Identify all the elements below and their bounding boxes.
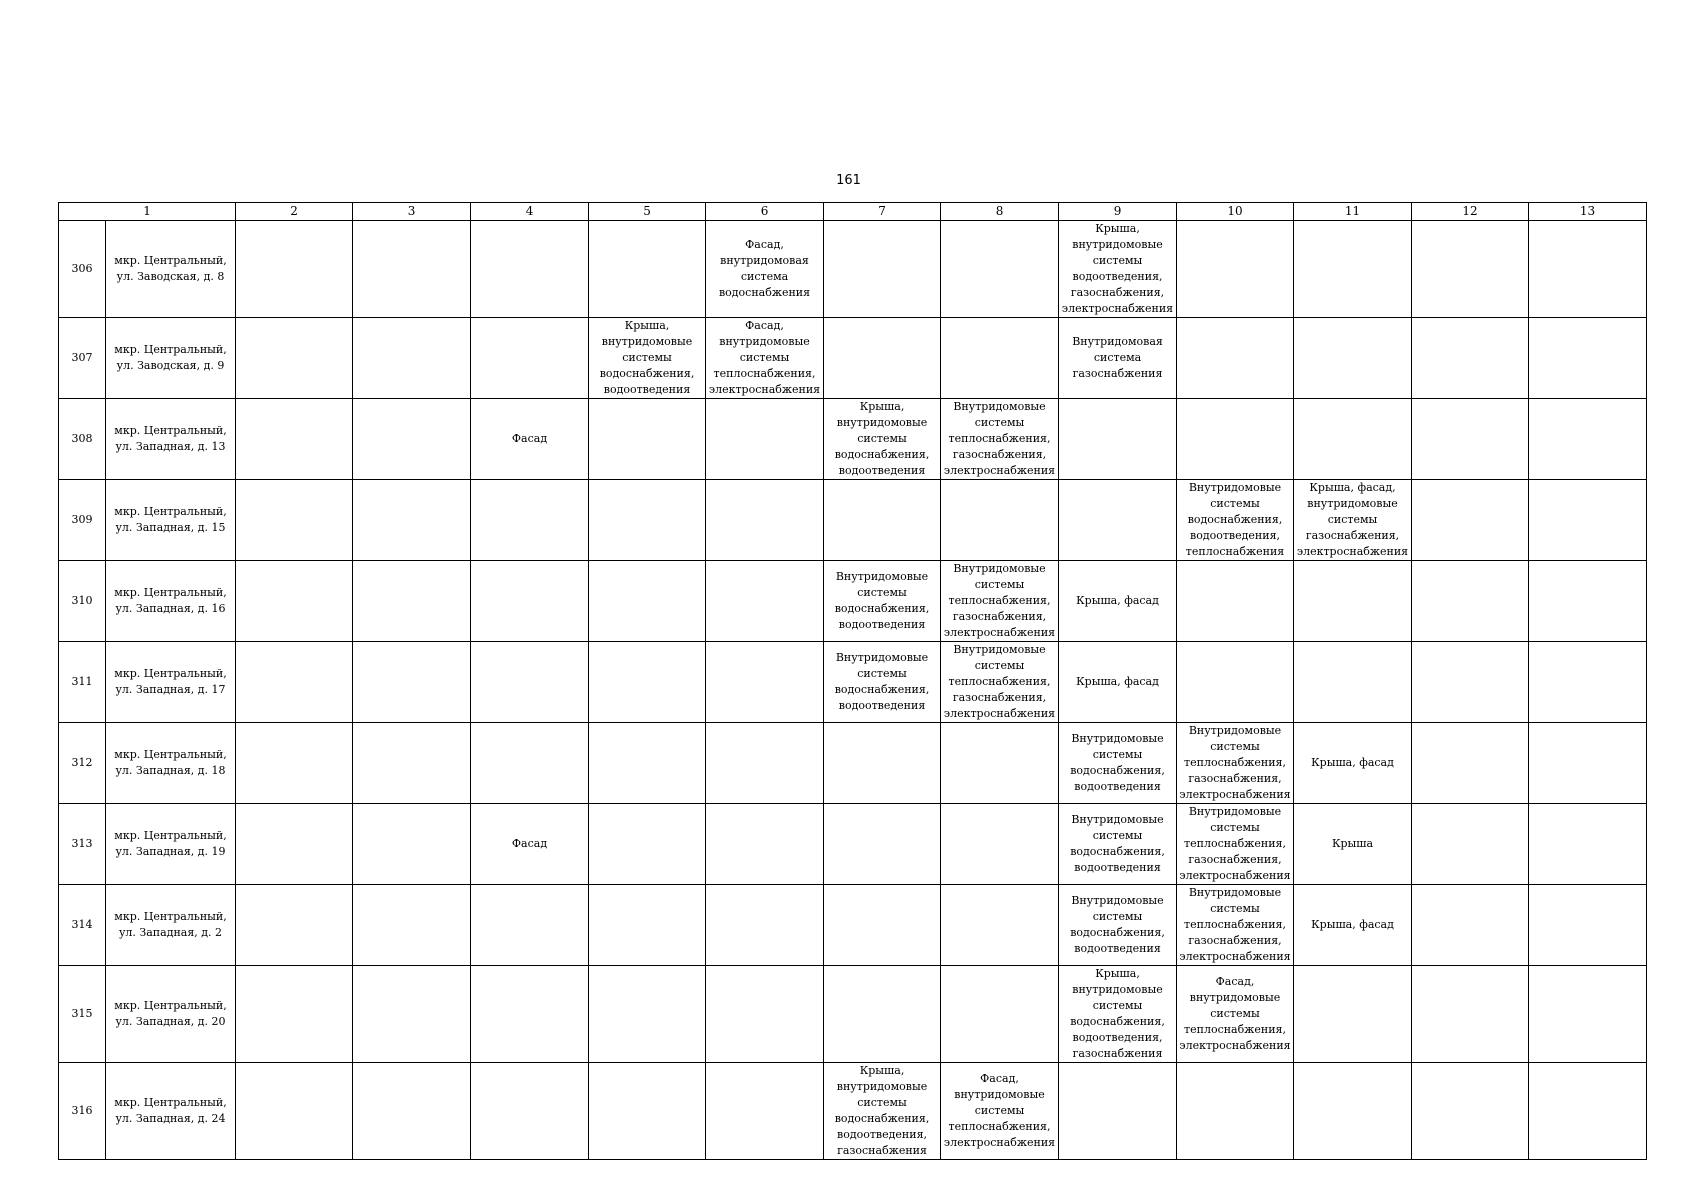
work-cell: Крыша, фасад <box>1059 561 1177 642</box>
work-cell <box>1294 1063 1412 1160</box>
work-cell <box>1412 885 1529 966</box>
work-cell: Внутридомовые системы водоснабжения, водоотведения <box>824 561 941 642</box>
row-number: 312 <box>59 723 106 804</box>
work-cell <box>824 966 941 1063</box>
work-cell <box>1412 399 1529 480</box>
work-cell <box>824 804 941 885</box>
work-cell <box>941 723 1059 804</box>
work-cell: Крыша, фасад <box>1294 885 1412 966</box>
table-row <box>59 318 1647 399</box>
table-row <box>59 561 1647 642</box>
row-number: 306 <box>59 221 106 318</box>
work-cell <box>589 804 706 885</box>
column-header: 13 <box>1529 203 1647 221</box>
work-cell <box>353 480 471 561</box>
work-cell <box>353 221 471 318</box>
work-cell: Крыша, внутридомовые системы водоснабжения, водоотведения <box>824 399 941 480</box>
table-row <box>59 723 1647 804</box>
work-cell: Фасад, внутридомовая система водоснабжения <box>706 221 824 318</box>
work-cell <box>941 804 1059 885</box>
work-cell <box>236 1063 353 1160</box>
work-cell: Фасад <box>471 804 589 885</box>
work-cell: Внутридомовые системы теплоснабжения, газоснабжения, электроснабжения <box>1177 723 1294 804</box>
work-cell <box>1059 1063 1177 1160</box>
address-cell: мкр. Центральный, ул. Западная, д. 17 <box>106 642 236 723</box>
work-cell <box>353 1063 471 1160</box>
row-number: 309 <box>59 480 106 561</box>
work-cell <box>353 561 471 642</box>
work-cell <box>1294 966 1412 1063</box>
work-cell <box>353 885 471 966</box>
work-cell: Крыша, фасад, внутридомовые системы газоснабжения, электроснабжения <box>1294 480 1412 561</box>
work-cell <box>824 221 941 318</box>
column-header: 2 <box>236 203 353 221</box>
address-cell: мкр. Центральный, ул. Западная, д. 13 <box>106 399 236 480</box>
work-cell <box>236 804 353 885</box>
work-cell <box>1412 966 1529 1063</box>
work-cell <box>471 885 589 966</box>
work-cell <box>1294 642 1412 723</box>
work-cell: Внутридомовая система газоснабжения <box>1059 318 1177 399</box>
work-cell <box>589 642 706 723</box>
work-cell <box>1059 399 1177 480</box>
address-cell: мкр. Центральный, ул. Западная, д. 19 <box>106 804 236 885</box>
column-header: 11 <box>1294 203 1412 221</box>
table-body <box>59 203 1647 1160</box>
work-cell <box>941 480 1059 561</box>
work-cell <box>706 723 824 804</box>
work-cell <box>236 480 353 561</box>
work-cell <box>1177 399 1294 480</box>
work-cell <box>1294 399 1412 480</box>
work-cell <box>1059 480 1177 561</box>
work-cell <box>589 221 706 318</box>
work-cell <box>1177 642 1294 723</box>
work-cell <box>1529 642 1647 723</box>
work-cell <box>589 723 706 804</box>
address-cell: мкр. Центральный, ул. Западная, д. 16 <box>106 561 236 642</box>
table-row <box>59 399 1647 480</box>
work-cell: Крыша <box>1294 804 1412 885</box>
column-header: 9 <box>1059 203 1177 221</box>
page-number: 161 <box>836 173 861 188</box>
row-number: 315 <box>59 966 106 1063</box>
work-cell <box>471 723 589 804</box>
work-cell <box>353 399 471 480</box>
work-cell <box>471 561 589 642</box>
address-cell: мкр. Центральный, ул. Заводская, д. 8 <box>106 221 236 318</box>
work-cell <box>471 318 589 399</box>
row-number: 308 <box>59 399 106 480</box>
work-cell: Внутридомовые системы водоснабжения, водоотведения <box>1059 804 1177 885</box>
work-cell <box>236 561 353 642</box>
work-cell <box>1412 723 1529 804</box>
work-cell: Фасад, внутридомовые системы теплоснабжения, электроснабжения <box>706 318 824 399</box>
work-cell <box>1529 221 1647 318</box>
work-cell <box>1177 1063 1294 1160</box>
column-header: 4 <box>471 203 589 221</box>
work-cell <box>1529 480 1647 561</box>
work-cell <box>1529 318 1647 399</box>
work-cell <box>1412 804 1529 885</box>
work-cell: Крыша, внутридомовые системы водоотведения, газоснабжения, электроснабжения <box>1059 221 1177 318</box>
work-cell <box>589 1063 706 1160</box>
work-cell <box>824 723 941 804</box>
work-cell <box>1529 399 1647 480</box>
work-cell <box>706 642 824 723</box>
work-cell <box>1529 1063 1647 1160</box>
work-cell <box>1412 480 1529 561</box>
work-cell <box>1529 561 1647 642</box>
work-cell <box>1412 642 1529 723</box>
work-cell <box>589 561 706 642</box>
column-header: 10 <box>1177 203 1294 221</box>
work-cell <box>589 480 706 561</box>
address-cell: мкр. Центральный, ул. Западная, д. 20 <box>106 966 236 1063</box>
column-header: 8 <box>941 203 1059 221</box>
work-cell <box>706 399 824 480</box>
repair-schedule-table <box>58 202 1647 1160</box>
work-cell <box>941 221 1059 318</box>
work-cell <box>589 966 706 1063</box>
address-cell: мкр. Центральный, ул. Западная, д. 18 <box>106 723 236 804</box>
row-number: 307 <box>59 318 106 399</box>
address-cell: мкр. Центральный, ул. Западная, д. 2 <box>106 885 236 966</box>
work-cell <box>706 885 824 966</box>
column-header: 3 <box>353 203 471 221</box>
work-cell: Фасад, внутридомовые системы теплоснабжения, электроснабжения <box>941 1063 1059 1160</box>
work-cell <box>1529 804 1647 885</box>
work-cell <box>471 966 589 1063</box>
row-number: 310 <box>59 561 106 642</box>
table-row <box>59 642 1647 723</box>
work-cell <box>589 399 706 480</box>
work-cell: Крыша, внутридомовые системы водоснабжения, водоотведения <box>589 318 706 399</box>
work-cell <box>353 318 471 399</box>
address-cell: мкр. Центральный, ул. Западная, д. 15 <box>106 480 236 561</box>
work-cell <box>353 642 471 723</box>
address-cell: мкр. Центральный, ул. Заводская, д. 9 <box>106 318 236 399</box>
table-row <box>59 480 1647 561</box>
work-cell: Внутридомовые системы водоснабжения, водоотведения, теплоснабжения <box>1177 480 1294 561</box>
work-cell <box>471 480 589 561</box>
work-cell <box>824 480 941 561</box>
work-cell: Внутридомовые системы теплоснабжения, газоснабжения, электроснабжения <box>1177 804 1294 885</box>
work-cell: Крыша, фасад <box>1059 642 1177 723</box>
work-cell <box>1294 221 1412 318</box>
work-cell <box>236 885 353 966</box>
column-header: 7 <box>824 203 941 221</box>
work-cell <box>1529 966 1647 1063</box>
work-cell <box>1529 723 1647 804</box>
work-cell <box>1529 885 1647 966</box>
work-cell <box>471 1063 589 1160</box>
work-cell <box>236 723 353 804</box>
table-row <box>59 885 1647 966</box>
work-cell <box>941 318 1059 399</box>
column-header: 12 <box>1412 203 1529 221</box>
work-cell <box>1412 1063 1529 1160</box>
work-cell <box>824 885 941 966</box>
work-cell: Крыша, внутридомовые системы водоснабжения, водоотведения, газоснабжения <box>1059 966 1177 1063</box>
work-cell: Крыша, фасад <box>1294 723 1412 804</box>
work-cell: Внутридомовые системы водоснабжения, водоотведения <box>1059 723 1177 804</box>
work-cell: Внутридомовые системы теплоснабжения, газоснабжения, электроснабжения <box>1177 885 1294 966</box>
work-cell <box>1177 221 1294 318</box>
work-cell: Внутридомовые системы теплоснабжения, газоснабжения, электроснабжения <box>941 399 1059 480</box>
column-header: 1 <box>59 203 236 221</box>
work-cell <box>471 221 589 318</box>
work-cell <box>1177 318 1294 399</box>
work-cell <box>471 642 589 723</box>
row-number: 311 <box>59 642 106 723</box>
work-cell <box>706 480 824 561</box>
work-cell: Крыша, внутридомовые системы водоснабжения, водоотведения, газоснабжения <box>824 1063 941 1160</box>
work-cell <box>1412 221 1529 318</box>
work-cell <box>353 804 471 885</box>
row-number: 313 <box>59 804 106 885</box>
address-cell: мкр. Центральный, ул. Западная, д. 24 <box>106 1063 236 1160</box>
work-cell <box>1294 318 1412 399</box>
table-row <box>59 804 1647 885</box>
row-number: 314 <box>59 885 106 966</box>
header-row <box>59 203 1647 221</box>
work-cell <box>236 221 353 318</box>
work-cell: Внутридомовые системы теплоснабжения, газоснабжения, электроснабжения <box>941 561 1059 642</box>
work-cell <box>353 723 471 804</box>
work-cell <box>236 399 353 480</box>
work-cell: Внутридомовые системы водоснабжения, водоотведения <box>824 642 941 723</box>
work-cell <box>706 966 824 1063</box>
table-row <box>59 1063 1647 1160</box>
work-cell <box>236 642 353 723</box>
work-cell <box>1412 318 1529 399</box>
work-cell <box>236 318 353 399</box>
work-cell <box>824 318 941 399</box>
work-cell <box>706 1063 824 1160</box>
work-cell <box>1294 561 1412 642</box>
table-row <box>59 966 1647 1063</box>
work-cell: Внутридомовые системы теплоснабжения, газоснабжения, электроснабжения <box>941 642 1059 723</box>
work-cell <box>941 966 1059 1063</box>
work-cell <box>706 561 824 642</box>
work-cell <box>589 885 706 966</box>
column-header: 5 <box>589 203 706 221</box>
work-cell: Внутридомовые системы водоснабжения, водоотведения <box>1059 885 1177 966</box>
table-row <box>59 221 1647 318</box>
work-cell <box>706 804 824 885</box>
work-cell: Фасад <box>471 399 589 480</box>
work-cell <box>1412 561 1529 642</box>
work-cell <box>941 885 1059 966</box>
work-cell <box>353 966 471 1063</box>
work-cell <box>236 966 353 1063</box>
work-cell <box>1177 561 1294 642</box>
row-number: 316 <box>59 1063 106 1160</box>
work-cell: Фасад, внутридомовые системы теплоснабжения, электроснабжения <box>1177 966 1294 1063</box>
column-header: 6 <box>706 203 824 221</box>
